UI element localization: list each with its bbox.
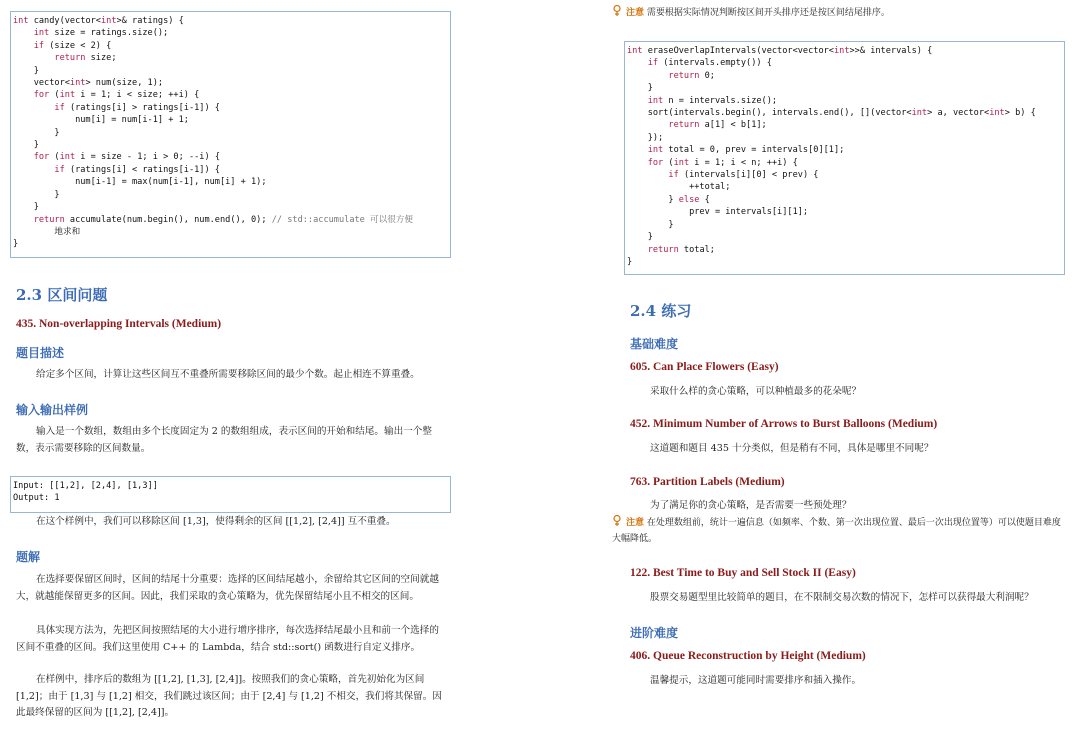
code-line: for (int i = 1; i < n; ++i) { — [647, 157, 798, 168]
section-title-2-4: 2.4 练习 — [630, 302, 692, 320]
io-heading: 输入输出样例 — [16, 403, 89, 417]
code-line: int n = intervals.size(); — [647, 95, 778, 106]
problem-406-text: 温馨提示，这道题可能同时需要排序和插入操作。 — [650, 675, 862, 686]
code-line: if (ratings[i] < ratings[i-1]) { — [54, 164, 220, 175]
problem-605-title: 605. Can Place Flowers (Easy) — [630, 361, 779, 373]
code-line: return size; — [54, 53, 117, 64]
solution-paragraph-2: 具体实现方法为，先把区间按照结尾的大小进行增序排序，每次选择结尾最小且和前一个选择的区间不重叠的区间。我们这里使用 C++ 的 Lambda，结合 std::sort() 函数进行自定义排序。 — [16, 625, 439, 653]
code-line: return accumulate(num.begin(), num.end(), 0); // std::accumulate 可以很方便 — [33, 214, 413, 225]
warning-icon — [612, 515, 622, 527]
note-2 — [612, 515, 1064, 547]
code-line: for (int i = size - 1; i > 0; --i) { — [33, 152, 220, 163]
warning-icon — [612, 5, 622, 17]
code-line: } — [13, 239, 19, 250]
code-line: return 0; — [668, 70, 715, 81]
note-2-text: 在处理数组前，统计一遍信息（如频率、个数、第一次出现位置、最后一次出现位置等）可以使题目难度大幅降低。 — [612, 518, 1061, 544]
desc-text: 给定多个区间，计算让这些区间互不重叠所需要移除区间的最少个数。起止相连不算重叠。 — [36, 369, 420, 380]
note-1-text: 需要根据实际情况判断按区间开头排序还是按区间结尾排序。 — [646, 8, 890, 18]
code-line: for (int i = 1; i < size; ++i) { — [33, 90, 200, 101]
problem-452-text: 这道题和题目 435 十分类似，但是稍有不同，具体是哪里不同呢？ — [650, 443, 934, 454]
problem-122-text: 股票交易题型里比较简单的题目，在不限制交易次数的情况下，怎样可以获得最大利润呢？ — [650, 592, 1034, 603]
code-line: }); — [627, 132, 664, 143]
basic-heading: 基础难度 — [630, 337, 679, 351]
advanced-heading: 进阶难度 — [630, 626, 679, 640]
code-line: int eraseOverlapIntervals(vector<vector<int>>& intervals) { — [627, 46, 933, 56]
code-line: Output: 1 — [13, 493, 60, 504]
solution-paragraph-1: 在选择要保留区间时，区间的结尾十分重要：选择的区间结尾越小，余留给其它区间的空间就越大，就越能保留更多的区间。因此，我们采取的贪心策略为，优先保留结尾小且不相交的区间。 — [16, 574, 439, 602]
code-line: } — [627, 83, 653, 94]
code-line: sort(intervals.begin(), intervals.end(), [](vector<int> a, vector<int> b) { — [627, 108, 1036, 119]
code-line: } — [13, 127, 60, 138]
code-line: } — [627, 256, 633, 267]
note-1-label: 注意 — [626, 8, 645, 18]
code-line: } — [13, 189, 60, 200]
problem-406-title: 406. Queue Reconstruction by Height (Medium) — [630, 650, 866, 662]
code-line: } else { — [627, 194, 710, 205]
solution-heading: 题解 — [16, 550, 41, 564]
example-text: 在这个样例中，我们可以移除区间 [1,3]，使得剩余的区间 [[1,2], [2,4]] 互不重叠。 — [36, 516, 396, 527]
code-line: } — [13, 65, 39, 76]
section-title-2-3: 2.3 区间问题 — [16, 286, 108, 304]
code-line: int size = ratings.size(); — [33, 28, 169, 39]
code-line: num[i-1] = max(num[i-1], num[i] + 1); — [13, 177, 267, 188]
note-1 — [612, 5, 1062, 21]
problem-435-title: 435. Non-overlapping Intervals (Medium) — [16, 318, 222, 330]
code-line: if (size < 2) { — [33, 40, 112, 51]
code-line: } — [13, 202, 39, 213]
code-line: prev = intervals[i][1]; — [627, 207, 809, 218]
io-code-block — [10, 476, 451, 513]
desc-heading: 题目描述 — [16, 346, 65, 360]
code-line: return total; — [647, 244, 715, 255]
note-2-label: 注意 — [626, 518, 645, 528]
problem-122-title: 122. Best Time to Buy and Sell Stock II (Easy) — [630, 567, 856, 579]
code-line: vector<int> num(size, 1); — [13, 78, 164, 89]
code-line: if (ratings[i] > ratings[i-1]) { — [54, 102, 220, 113]
solution-paragraph-3: 在样例中，排序后的数组为 [[1,2], [1,3], [2,4]]。按照我们的贪心策略，首先初始化为区间 [1,2]；由于 [1,3] 与 [1,2] 相交，我们跳过该区间；由于 [2,4] 与 [1,2] 不相交，我们将其保留。因此最终保留的区间为 [[1,2], [2,4]]。 — [16, 674, 442, 718]
code-line: } — [627, 232, 653, 243]
code-line: ++total; — [627, 182, 731, 193]
candy-code-block — [10, 11, 451, 258]
code-line: } — [13, 140, 39, 151]
code-line: if (intervals[i][0] < prev) { — [668, 170, 819, 181]
problem-452-title: 452. Minimum Number of Arrows to Burst Balloons (Medium) — [630, 418, 938, 430]
code-line: Input: [[1,2], [2,4], [1,3]] — [13, 481, 158, 491]
code-line: if (intervals.empty()) { — [647, 58, 772, 69]
code-line: int total = 0, prev = intervals[0][1]; — [647, 145, 845, 156]
code-line: return a[1] < b[1]; — [668, 120, 767, 131]
code-line: } — [627, 219, 674, 230]
code-line: int candy(vector<int>& ratings) { — [13, 16, 184, 26]
problem-605-text: 采取什么样的贪心策略，可以种植最多的花朵呢？ — [650, 386, 862, 397]
problem-763-text: 为了满足你的贪心策略，是否需要一些预处理？ — [650, 500, 852, 511]
code-line: 地求和 — [13, 226, 81, 237]
code-line: num[i] = num[i-1] + 1; — [13, 115, 189, 126]
io-text: 输入是一个数组，数组由多个长度固定为 2 的数组组成，表示区间的开始和结尾。输出一个整数，表示需要移除的区间数量。 — [16, 426, 432, 454]
problem-763-title: 763. Partition Labels (Medium) — [630, 476, 785, 488]
erase-overlap-code-block — [624, 41, 1065, 275]
